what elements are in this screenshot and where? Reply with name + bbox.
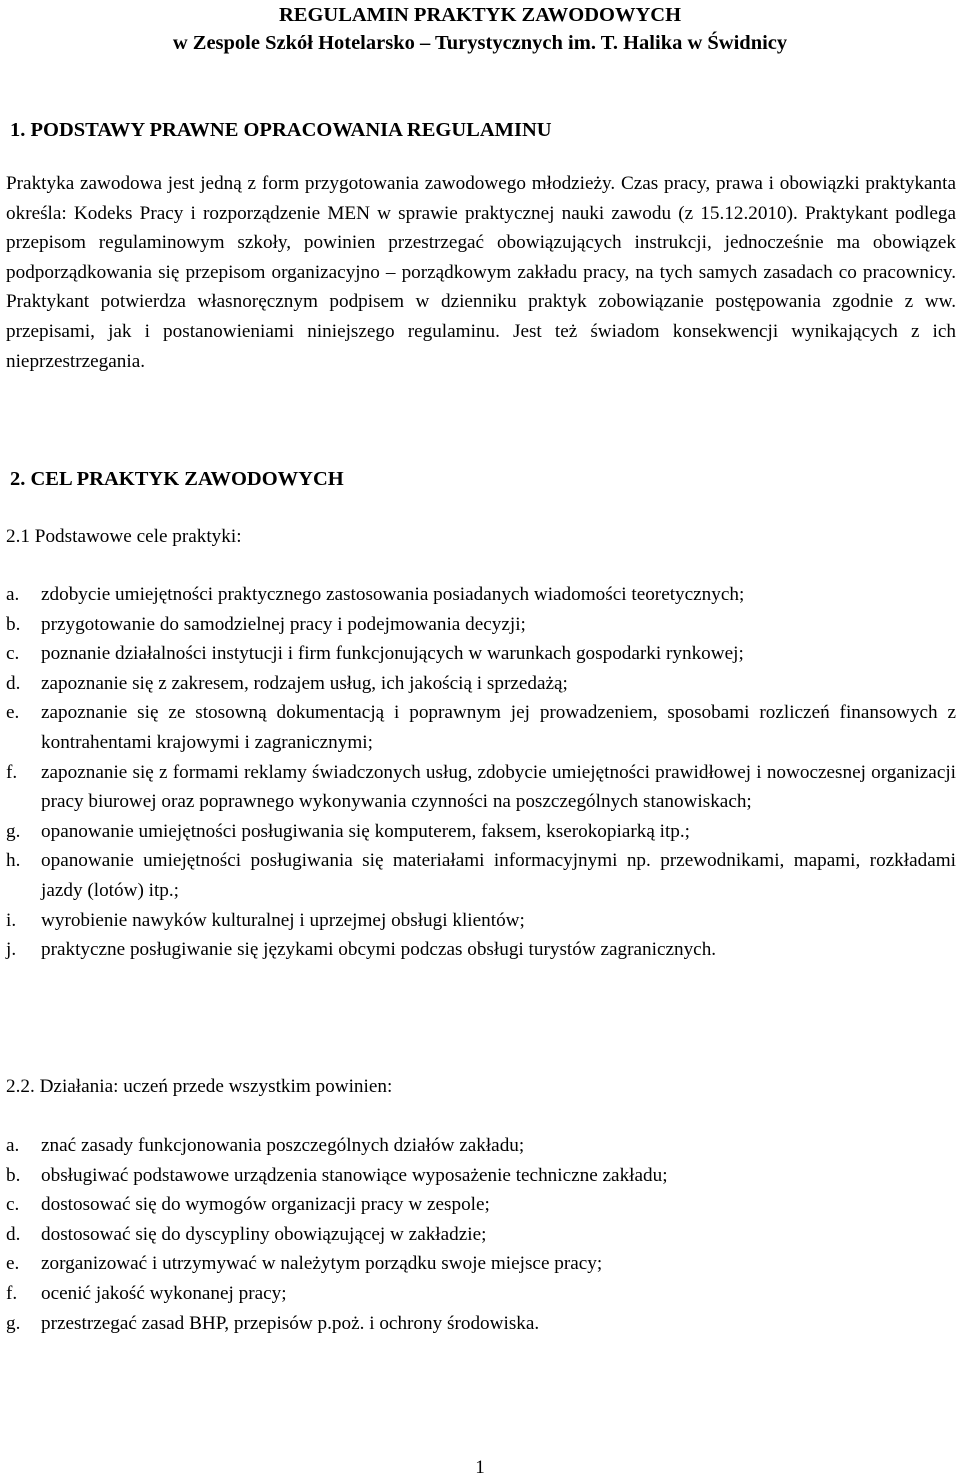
list-item-letter: f. <box>6 1282 18 1304</box>
list-item-text: zapoznanie się ze stosowną dokumentacją i poprawnym jej prowadzeniem, sposobami rozliczeń finansowych z kontrahentami krajowymi i zagranicznymi; <box>41 702 956 753</box>
list-item-text: opanowanie umiejętności posługiwania się materiałami informacyjnymi np. przewodnikami, mapami, rozkładami jazdy (lotów) itp.; <box>41 850 956 901</box>
title-line-1: REGULAMIN PRAKTYK ZAWODOWYCH <box>278 4 682 26</box>
section-2-heading: 2. CEL PRAKTYK ZAWODOWYCH <box>10 468 344 490</box>
list-item-text: wyrobienie nawyków kulturalnej i uprzejmej obsługi klientów; <box>41 909 525 931</box>
section-1-paragraph: Praktyka zawodowa jest jedną z form przygotowania zawodowego młodzieży. Czas pracy, prawa i obowiązki praktykanta określa: Kodeks Pracy i rozporządzenie MEN w sprawie praktycznej nauki zawodu (z 15.12.2010). Praktykant podlega przepisom regulaminowym szkoły, powinien przestrzegać obowiązujących instrukcji, jednocześnie ma obowiązek podporządkowania się przepisom organizacyjno – porządkowym zakładu pracy, na tych samych zasadach co pracownicy. Praktykant potwierdza własnoręcznym podpisem w dzienniku praktyk zobowiązanie postępowania zgodnie z ww. przepisami, jak i postanowieniami niniejszego regulaminu. Jest też świadom konsekwencji wynikających z ich nieprzestrzegania. <box>6 173 956 372</box>
list-item-letter: i. <box>6 909 17 931</box>
list-item-text: obsługiwać podstawowe urządzenia stanowiące wyposażenie techniczne zakładu; <box>41 1164 668 1186</box>
list-item-letter: g. <box>6 820 21 842</box>
list-item-text: przestrzegać zasad BHP, przepisów p.poż. i ochrony środowiska. <box>41 1312 540 1334</box>
list-item-text: zapoznanie się z formami reklamy świadczonych usług, zdobycie umiejętności prawidłowej i nowoczesnej organizacji pracy biurowej oraz poprawnego wykonywania czynności na poszczególnych stanowiskach; <box>41 761 956 813</box>
list-item-text: znać zasady funkcjonowania poszczególnych działów zakładu; <box>41 1135 525 1156</box>
list-item-text: zapoznanie się z zakresem, rodzajem usług, ich jakością i sprzedażą; <box>41 672 568 694</box>
list-item <box>6 1279 956 1309</box>
list-item <box>6 669 956 699</box>
list-item <box>6 610 956 640</box>
list-item <box>6 906 956 936</box>
subsection-2-2-heading: 2.2. Działania: uczeń przede wszystkim powinien: <box>6 1076 393 1097</box>
list-item <box>6 698 956 757</box>
subsection-2-1-heading: 2.1 Podstawowe cele praktyki: <box>6 526 242 547</box>
list-item-letter: a. <box>6 584 20 605</box>
list-item <box>6 1190 956 1220</box>
list-item <box>6 1161 956 1191</box>
list-item <box>6 846 956 905</box>
list-item-letter: f. <box>6 761 18 783</box>
list-item-text: przygotowanie do samodzielnej pracy i podejmowania decyzji; <box>41 613 526 635</box>
list-item-letter: d. <box>6 1223 21 1245</box>
list-item-letter: d. <box>6 672 21 694</box>
page-number: 1 <box>475 1457 485 1478</box>
list-item <box>6 1249 956 1279</box>
list-item-letter: b. <box>6 613 21 635</box>
actions-list <box>6 1131 956 1338</box>
list-item-text: dostosować się do dyscypliny obowiązującej w zakładzie; <box>41 1223 487 1245</box>
list-item-text: dostosować się do wymogów organizacji pracy w zespole; <box>41 1194 490 1216</box>
list-item <box>6 580 956 610</box>
list-item <box>6 1309 956 1339</box>
list-item <box>6 1220 956 1250</box>
document-title <box>0 1 960 57</box>
list-item <box>6 935 956 965</box>
list-item-letter: e. <box>6 702 20 724</box>
list-item <box>6 639 956 669</box>
list-item-text: poznanie działalności instytucji i firm funkcjonujących w warunkach gospodarki rynkowej; <box>41 643 744 665</box>
list-item-letter: h. <box>6 850 21 872</box>
list-item <box>6 817 956 847</box>
list-item-letter: g. <box>6 1312 21 1334</box>
list-item <box>6 758 956 817</box>
list-item-letter: c. <box>6 1194 20 1216</box>
list-item-text: praktyczne posługiwanie się językami obcymi podczas obsługi turystów zagranicznych. <box>41 939 717 961</box>
list-item-text: zdobycie umiejętności praktycznego zastosowania posiadanych wiadomości teoretycznych; <box>41 584 745 605</box>
section-1-heading: 1. PODSTAWY PRAWNE OPRACOWANIA REGULAMINU <box>10 119 552 141</box>
list-item-letter: j. <box>6 939 17 961</box>
goals-list <box>6 580 956 965</box>
title-line-2: w Zespole Szkół Hotelarsko – Turystycznych im. T. Halika w Świdnicy <box>172 32 788 54</box>
list-item-letter: b. <box>6 1164 21 1186</box>
list-item-text: opanowanie umiejętności posługiwania się komputerem, faksem, kserokopiarką itp.; <box>41 820 691 842</box>
list-item-text: ocenić jakość wykonanej pracy; <box>41 1282 287 1304</box>
list-item-text: zorganizować i utrzymywać w należytym porządku swoje miejsce pracy; <box>41 1253 603 1275</box>
list-item-letter: a. <box>6 1135 20 1156</box>
list-item-letter: e. <box>6 1253 20 1275</box>
list-item <box>6 1131 956 1161</box>
list-item-letter: c. <box>6 643 20 665</box>
